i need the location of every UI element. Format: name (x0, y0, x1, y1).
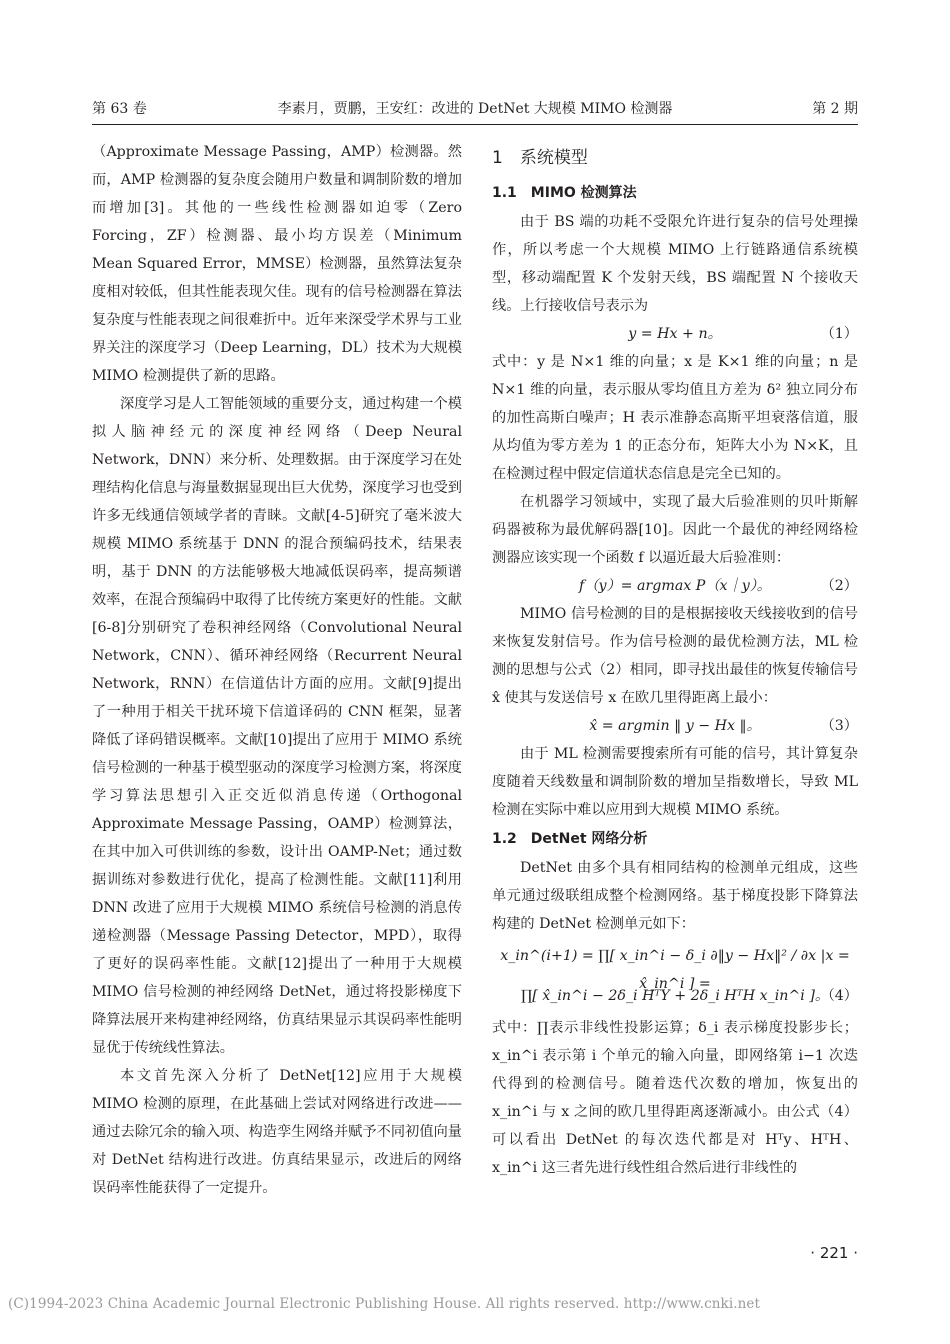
equation-1-formula: y = Hx + n。 (628, 326, 722, 342)
equation-4 (492, 938, 858, 1014)
header-issue: 第 2 期 (812, 101, 858, 117)
equation-4-line-1: x_in^(i+1) = ∏[ x_in^i − δ_i ∂‖y − Hx‖² / ∂x |x = x̂_in^i ] = (500, 948, 850, 992)
equation-2-number: （2） (820, 578, 858, 594)
variable-definition-paragraph: 式中：y 是 N×1 维的向量；x 是 K×1 维的向量；n 是 N×1 维的向量，表示服从零均值且方差为 δ² 独立同分布的加性高斯白噪声；H 表示准静态高斯平坦衰落信道，服从均值为零方差为 1 的正态分布，矩阵大小为 N×K，且在检测过程中假定信道状态信息是完全已知的。 (492, 354, 858, 482)
page-number: · 221 · (810, 1244, 858, 1262)
equation-1 (492, 320, 858, 348)
subsection-heading-1-1: 1.1 MIMO 检测算法 (492, 185, 637, 201)
section-heading: 1 系统模型 (492, 148, 588, 168)
map-paragraph: 在机器学习领域中，实现了最大后验准则的贝叶斯解码器被称为最优解码器[10]。因此一个最优的神经网络检测器应该实现一个函数 f 以逼近最大后验准则： (492, 494, 858, 566)
running-header (92, 98, 858, 120)
ml-complexity-paragraph: 由于 ML 检测需要搜索所有可能的信号，其计算复杂度随着天线数量和调制阶数的增加呈指数增长，导致 ML 检测在实际中难以应用到大规模 MIMO 系统。 (492, 746, 858, 818)
header-volume: 第 63 卷 (92, 101, 147, 117)
equation-2 (492, 572, 858, 600)
equation-4-number: （4） (820, 988, 858, 1004)
equation-3 (492, 712, 858, 740)
intro-paragraph-1: （Approximate Message Passing，AMP）检测器。然而，AMP 检测器的复杂度会随用户数量和调制阶数的增加而增加[3]。其他的一些线性检测器如迫零（Zero Forcing，ZF）检测器、最小均方误差（Minimum Mean Squared Error，MMSE）检测器，虽然算法复杂度相对较低，但其性能表现欠佳。现有的信号检测器在算法复杂度与性能表现之间很难折中。近年来深受学术界与工业界关注的深度学习（Deep Learning，DL）技术为大规模 MIMO 检测提供了新的思路。 (92, 144, 462, 384)
copyright-footer: (C)1994-2023 China Academic Journal Electronic Publishing House. All rights reserved. http://www.cnki.net (8, 1296, 761, 1312)
ml-detection-paragraph: MIMO 信号检测的目的是根据接收天线接收到的信号来恢复发射信号。作为信号检测的最优检测方法，ML 检测的思想与公式（2）相同，即寻找出最佳的恢复传输信号 x̂ 使其与发送信号 x 在欧几里得距离上最小： (492, 606, 858, 706)
subsection-heading-1-2: 1.2 DetNet 网络分析 (492, 831, 648, 847)
equation-2-formula: f（y）= argmax P（x｜y）。 (579, 578, 771, 594)
system-model-paragraph: 由于 BS 端的功耗不受限允许进行复杂的信号处理操作，所以考虑一个大规模 MIMO 上行链路通信系统模型，移动端配置 K 个发射天线，BS 端配置 N 个接收天线。上行接收信号表示为 (492, 214, 858, 314)
left-column (92, 138, 462, 1202)
equation-1-number: （1） (820, 326, 858, 342)
equation-3-formula: x̂ = argmin ‖ y − Hx ‖。 (589, 718, 761, 734)
header-rule (92, 124, 858, 125)
intro-paragraph-2: 深度学习是人工智能领域的重要分支，通过构建一个模拟人脑神经元的深度神经网络（Deep Neural Network，DNN）来分析、处理数据。由于深度学习在处理结构化信息与海量数据显现出巨大优势，深度学习也受到许多无线通信领域学者的青睐。文献[4-5]研究了毫米波大规模 MIMO 系统基于 DNN 的混合预编码技术，结果表明，基于 DNN 的方法能够极大地减低误码率，提高频谱效率，在混合预编码中取得了比传统方案更好的性能。文献[6-8]分别研究了卷积神经网络（Convolutional Neural Network，CNN）、循环神经网络（Recurrent Neural Network，RNN）在信道估计方面的应用。文献[9]提出了一种用于相关干扰环境下信道译码的 CNN 框架，显著降低了译码错误概率。文献[10]提出了应用于 MIMO 系统信号检测的一种基于模型驱动的深度学习检测方案，将深度学习算法思想引入正交近似消息传递（Orthogonal Approximate Message Passing，OAMP）检测算法，在其中加入可供训练的参数，设计出 OAMP-Net；通过数据训练对参数进行优化，提高了检测性能。文献[11]利用 DNN 改进了应用于大规模 MIMO 系统信号检测的消息传递检测器（Message Passing Detector，MPD），取得了更好的误码率性能。文献[12]提出了一种用于大规模 MIMO 信号检测的神经网络 DetNet，通过将投影梯度下降算法展开来构建神经网络，仿真结果显示其误码率性能明显优于传统线性算法。 (92, 396, 462, 1056)
equation-4-line-2: ∏[ x̂_in^i − 2δ_i HᵀY + 2δ_i HᵀH x_in^i ]。 (520, 988, 830, 1004)
right-column (492, 138, 858, 1182)
intro-paragraph-3: 本文首先深入分析了 DetNet[12]应用于大规模 MIMO 检测的原理，在此基础上尝试对网络进行改进——通过去除冗余的输入项、构造孪生网络并赋予不同初值向量对 DetNet 结构进行改进。仿真结果显示，改进后的网络误码率性能获得了一定提升。 (92, 1068, 462, 1196)
detnet-explanation-paragraph: 式中：∏表示非线性投影运算；δ_i 表示梯度投影步长；x_in^i 表示第 i 个单元的输入向量，即网络第 i−1 次迭代得到的检测信号。随着迭代次数的增加，恢复出的 x_in^i 与 x 之间的欧几里得距离逐渐减小。由公式（4）可以看出 DetNet 的每次迭代都是对 Hᵀy、HᵀH、x_in^i 这三者先进行线性组合然后进行非线性的 (492, 1020, 858, 1176)
equation-3-number: （3） (820, 718, 858, 734)
header-title: 李素月，贾鹏，王安红：改进的 DetNet 大规模 MIMO 检测器 (277, 101, 673, 117)
detnet-intro-paragraph: DetNet 由多个具有相同结构的检测单元组成，这些单元通过级联组成整个检测网络。基于梯度投影下降算法构建的 DetNet 检测单元如下： (492, 860, 858, 932)
